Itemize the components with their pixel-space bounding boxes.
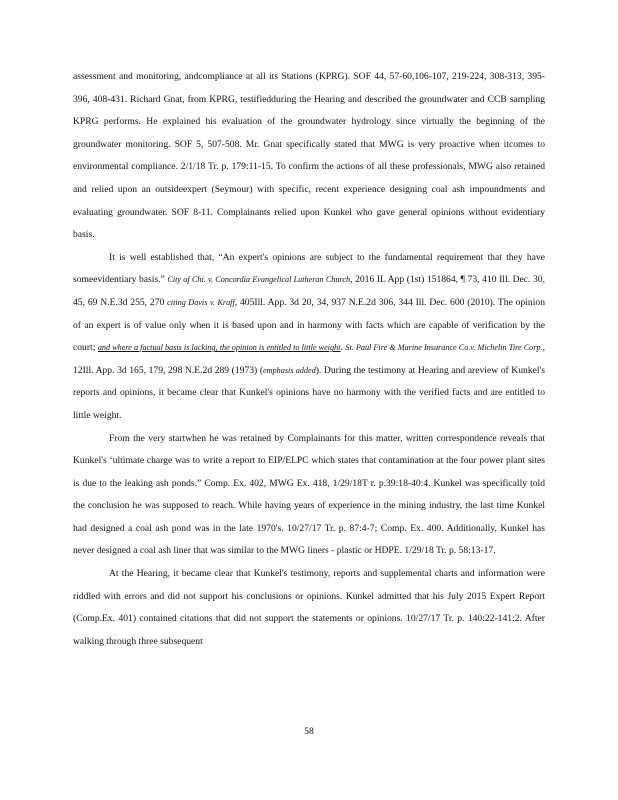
paragraph-2-part-d: . xyxy=(340,342,346,354)
paragraph-2-part-a: It is well established that, “An expert's opinions are subject to the fundamental requirement that they have someevidentiary basis.” xyxy=(73,251,545,286)
paragraph-3 xyxy=(73,428,545,564)
paragraph-3-text: From the very startwhen he was retained by Complainants for this matter, written correspondence reveals that Kunkel's ‘ultimate charge was to write a report to EIP/ELPC which states that contamination at the four power plant sites is due to the leaking ash ponds.” Comp. Ex. 402, MWG Ex. 418, 1/29/18T r. p.39:18-40:4. Kunkel was specifically told the conclusion he was supposed to reach. While having years of experience in the mining industry, the last time Kunkel had designed a coal ash pond was in the late 1970's. 10/27/17 Tr. p. 87:4-7; Comp. Ex. 400. Additionally, Kunkel has never designed a coal ash liner that was similar to the MWG liners - plastic or HDPE. 1/29/18 Tr. p. 58:13-17. xyxy=(73,432,545,557)
paragraph-2-part-c: , 405Ill. App. 3d 20, 34, 937 N.E.2d 306, 344 Ill. Dec. 600 (2010). The opinion of an expert is of value only when it is based upon and in harmony with facts which are capable of verification by the court; xyxy=(73,296,545,354)
paragraph-1-text: assessment and monitoring, andcompliance at all its Stations (KPRG). SOF 44, 57-60,106-107, 219-224, 308-313, 395-396, 408-431. Richard Gnat, from KPRG, testifiedduring the Hearing and described the groundwater and CCB sampling KPRG performs. He explained his evaluation of the groundwater hydrology since virtually the beginning of the groundwater monitoring. SOF 5, 507-508. Mr. Gnat specifically stated that MWG is very proactive when itcomes to environmental compliance. 2/1/18 Tr. p. 179:11-15. To confirm the actions of all these professionals, MWG also retained and relied upon an outsideexpert (Seymour) with specific, recent experience designing coal ash impoundments and evaluating groundwater. SOF 8-11. Complainants relied upon Kunkel who gave general opinions without evidentiary basis. xyxy=(73,71,545,241)
page-number: 58 xyxy=(304,726,314,737)
paragraph-4 xyxy=(73,563,545,653)
paragraph-2 xyxy=(73,247,545,428)
case-citation-st-paul-fire: St. Paul Fire & Marine Insurance Co.v. Michelin Tire Corp. xyxy=(345,343,543,353)
paragraph-1 xyxy=(73,66,545,247)
body-text xyxy=(73,66,545,653)
citing-davis-v-kraff: citing Davis v. Kraff xyxy=(167,297,235,307)
paragraph-2-part-e: , 12Ill. App. 3d 165, 179, 298 N.E.2d 289 (1973) ( xyxy=(73,342,546,376)
case-citation-city-of-chicago: City of Chi. v. Concordia Evangelical Lutheran Church xyxy=(167,275,351,285)
paragraph-2-part-f: ). During the testimony at Hearing and areview of Kunkel's reports and opinions, it became clear that Kunkel's opinions have no harmony with the verified facts and are entitled to little weight. xyxy=(73,364,545,421)
underlined-quotation: and where a factual basis is lacking, the opinion is entitled to little weight xyxy=(97,343,341,353)
paragraph-4-text: At the Hearing, it became clear that Kunkel's testimony, reports and supplemental charts and information were riddled with errors and did not support his conclusions or opinions. Kunkel admitted that his July 2015 Expert Report (Comp.Ex. 401) contained citations that did not support the statements or opinions. 10/27/17 Tr. p. 140:22-141:2. After walking through three subsequent xyxy=(73,568,545,647)
paragraph-2-part-b: , 2016 IL App (1st) 151864, ¶ 73, 410 Ill. Dec. 30, 45, 69 N.E.3d 255, 270 xyxy=(73,274,546,308)
emphasis-added-note: emphasis added xyxy=(263,365,316,375)
